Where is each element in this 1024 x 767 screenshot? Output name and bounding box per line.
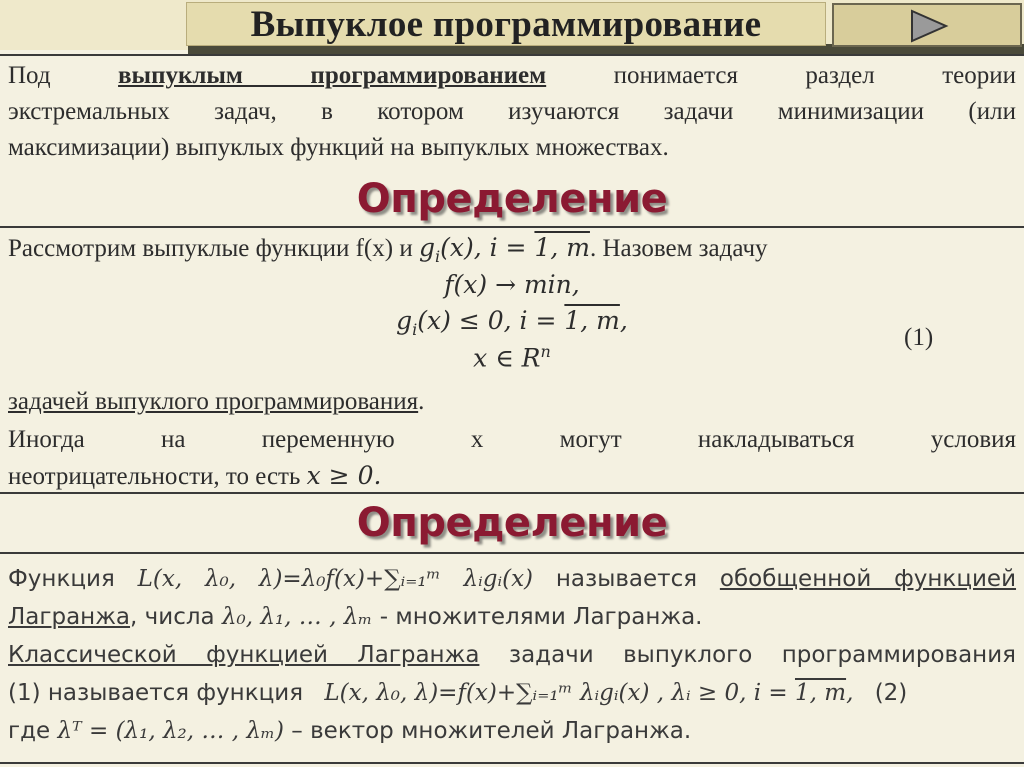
equation-objective: f(x) → min, [444, 270, 580, 299]
nonnegativity-line-1: Иногда на переменную x могут накладываться условия [8, 426, 1016, 453]
consider-line [8, 230, 1016, 275]
next-slide-button[interactable] [832, 3, 1022, 47]
divider-def1-top [0, 226, 1024, 228]
classic-rest: задачи выпуклого программирования [508, 642, 1016, 668]
nonnegativity-text: неотрицательности, то есть [8, 463, 301, 490]
g-arg: (x), i = [440, 233, 535, 262]
term-line [8, 384, 1016, 420]
generalized-term: обобщенной функцией [719, 566, 1017, 592]
called-word: называется [555, 566, 698, 592]
play-arrow-icon [834, 5, 1020, 45]
classic-end: , [846, 680, 854, 706]
constraint-sub: i [412, 320, 418, 339]
equation-number-2: (2) [874, 680, 908, 706]
equation-domain [0, 342, 1024, 372]
lagrange-line-1 [8, 560, 1016, 598]
line4-start: (1) называется функция [8, 680, 304, 706]
g-func: g [418, 233, 435, 262]
lagrange-paragraph [8, 560, 1016, 750]
domain-sup: n [540, 342, 551, 361]
intro-line-3: максимизации) выпуклых функций на выпуклых множествах. [8, 134, 669, 161]
index-range: 1, m [534, 233, 590, 262]
numbers-text: , числа [130, 604, 215, 630]
definition-heading-2: Определение [356, 500, 668, 546]
page-title: Выпуклое программирование [250, 3, 762, 45]
equation-constraint [0, 306, 1024, 339]
vector-text: – вектор множителей Лагранжа. [291, 718, 692, 744]
constraint-end: , [619, 306, 628, 335]
intro-line-1 [8, 58, 1016, 94]
definition-heading-1: Определение [356, 176, 668, 222]
multiplier-vector-formula: λᵀ = (λ₁, λ₂, … , λₘ) [57, 718, 284, 744]
intro-rest: понимается раздел теории [613, 62, 1017, 89]
multipliers-list: λ₀, λ₁, … , λₘ [221, 604, 373, 630]
nonnegativity-line-2 [8, 458, 1016, 495]
multipliers-text: - множителями Лагранжа. [379, 604, 703, 630]
nonnegativity-math: x ≥ 0. [306, 461, 382, 490]
lagrange-line-4 [8, 674, 1016, 712]
constraint-mid: (x) ≤ 0, i = [417, 306, 565, 335]
divider-def1-bottom [0, 492, 1024, 494]
lagrange-line-3 [8, 636, 1016, 674]
generalized-lagrange-formula: L(x, λ₀, λ)=λ₀f(x)+∑ᵢ₌₁ᵐ λᵢgᵢ(x) [137, 566, 534, 592]
intro-paragraph [8, 58, 1016, 166]
classic-range: 1, m [794, 680, 847, 706]
g-sub: i [434, 247, 441, 266]
generalized-term-2: Лагранжа [8, 604, 131, 630]
intro-term: выпуклым программированием [118, 62, 547, 89]
divider-bottom [0, 762, 1024, 764]
equation-number-1: (1) [904, 324, 934, 351]
convex-programming-term: задачей выпуклого программирования [8, 388, 419, 415]
divider-def2-top [0, 552, 1024, 554]
domain-text: x ∈ R [473, 343, 541, 373]
call-text: . Назовем задачу [589, 235, 768, 262]
constraint-g: g [396, 306, 413, 335]
lagrange-line-2 [8, 598, 1016, 636]
nonnegativity-paragraph [8, 422, 1016, 495]
classic-lagrange-formula: L(x, λ₀, λ)=f(x)+∑ᵢ₌₁ᵐ λᵢgᵢ(x) , λᵢ ≥ 0, i = [324, 680, 795, 706]
divider-top [0, 54, 1024, 56]
consider-text: Рассмотрим выпуклые функции f(x) и [8, 235, 413, 262]
where-text: где [8, 718, 51, 744]
term-end: . [418, 388, 425, 415]
func-word: Функция [8, 566, 115, 592]
classic-term: Классической функцией Лагранжа [8, 642, 480, 668]
constraint-range: 1, m [564, 306, 620, 335]
lagrange-line-5 [8, 712, 1016, 750]
intro-lead: Под [8, 62, 51, 89]
intro-line-2: экстремальных задач, в котором изучаются задачи минимизации (или [8, 98, 1016, 125]
